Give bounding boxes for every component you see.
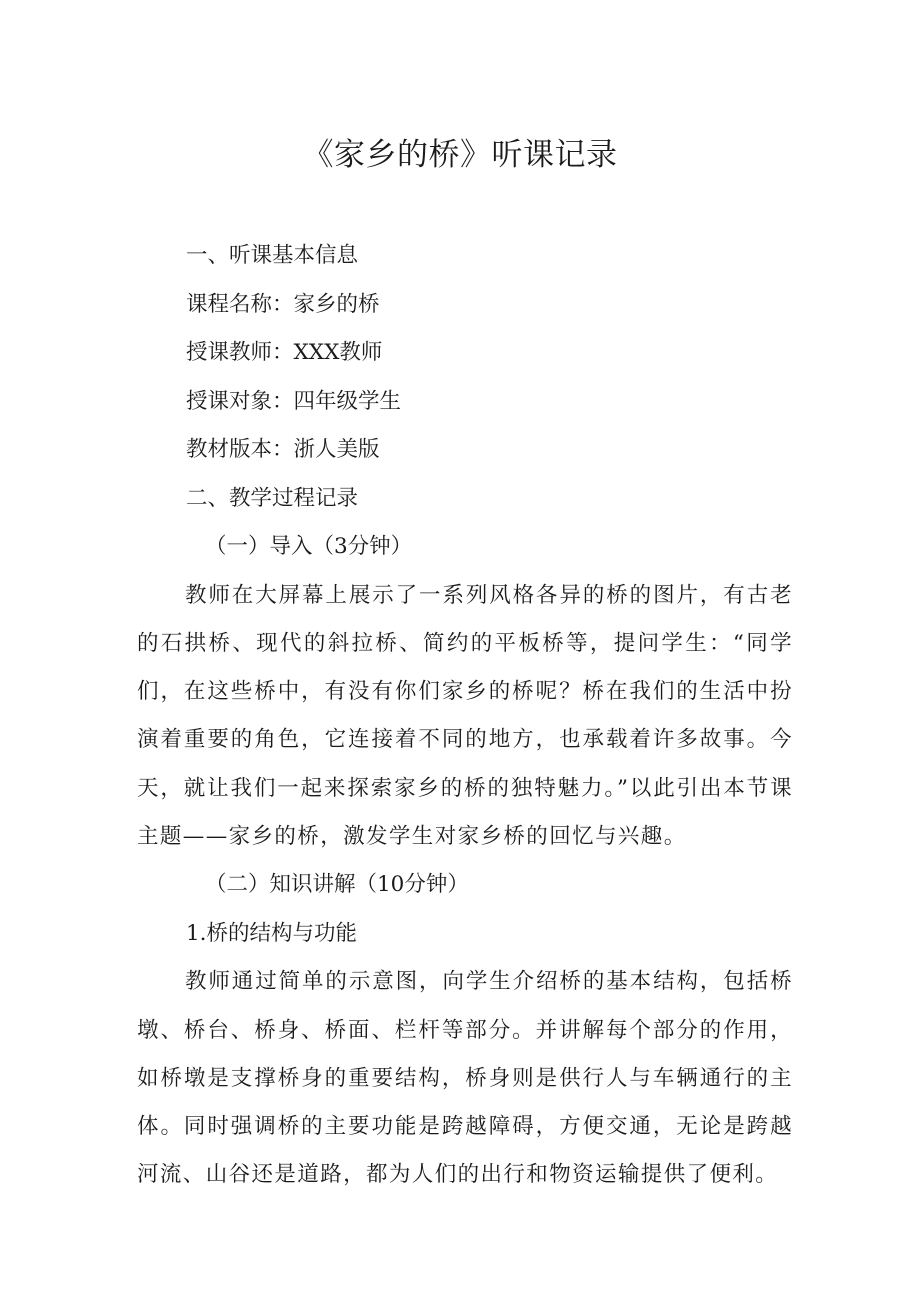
- document-body: [137, 232, 793, 1200]
- introduction-paragraph: 教师在大屏幕上展示了一系列风格各异的桥的图片，有古老的石拱桥、现代的斜拉桥、简约的平板桥等，提问学生：“同学们，在这些桥中，有没有你们家乡的桥呢？桥在我们的生活中扮演着重要的角色，它连接着不同的地方，也承载着许多故事。今天，就让我们一起来探索家乡的桥的独特魅力。”以此引出本节课主题——家乡的桥，激发学生对家乡桥的回忆与兴趣。: [137, 582, 793, 849]
- audience-line: 授课对象：四年级学生: [186, 388, 402, 414]
- section-heading-teaching-process: 二、教学过程记录: [186, 485, 359, 511]
- teacher-line: 授课教师：XXX教师: [186, 340, 383, 365]
- subsection-heading-introduction: （一）导入（3分钟）: [205, 534, 413, 559]
- subsection-heading-knowledge: （二）知识讲解（10分钟）: [205, 872, 469, 898]
- page-title: 《家乡的桥》听课记录: [302, 137, 618, 173]
- course-name-line: 课程名称：家乡的桥: [186, 291, 380, 317]
- textbook-line: 教材版本：浙人美版: [186, 437, 380, 462]
- point-heading-structure-function: 1.桥的结构与功能: [186, 920, 358, 946]
- structure-function-paragraph: 教师通过简单的示意图，向学生介绍桥的基本结构，包括桥墩、桥台、桥身、桥面、栏杆等部分。并讲解每个部分的作用，如桥墩是支撑桥身的重要结构，桥身则是供行人与车辆通行的主体。同时强调桥的主要功能是跨越障碍，方便交通，无论是跨越河流、山谷还是道路，都为人们的出行和物资运输提供了便利。: [137, 969, 793, 1188]
- section-heading-basic-info: 一、听课基本信息: [186, 243, 359, 268]
